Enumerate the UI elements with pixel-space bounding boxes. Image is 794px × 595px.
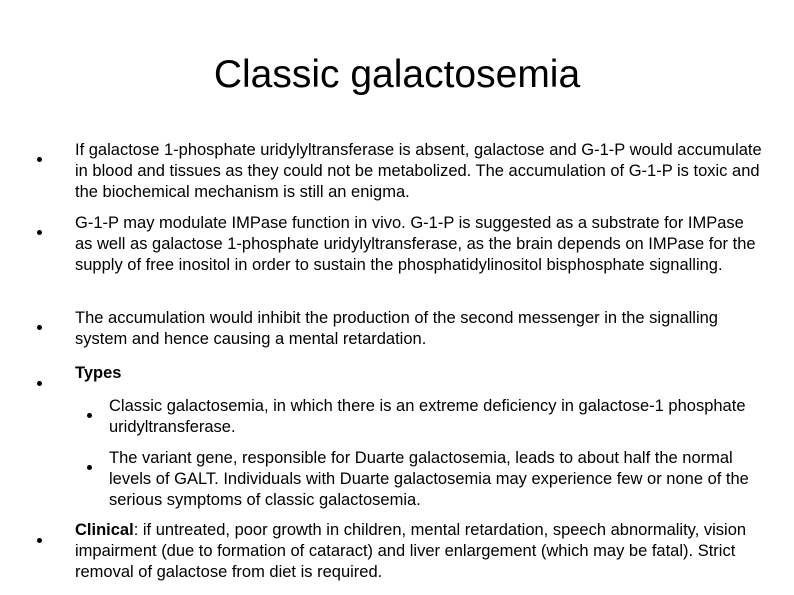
bullet-item-types xyxy=(75,363,765,384)
sub-bullet-text: The variant gene, responsible for Duarte galactosemia, leads to about half the normal levels of GALT. Individuals with Duarte galactosemia may experience few or none of the serious symptoms of classic galactosemia. xyxy=(109,449,749,509)
bullet-label-clinical: Clinical xyxy=(75,521,134,539)
bullet-item-clinical xyxy=(75,520,765,583)
bullet-text: If galactose 1-phosphate uridylyltransferase is absent, galactose and G-1-P would accumulate in blood and tissues as they could not be metabolized. The accumulation of G-1-P is toxic and the biochemical mechanism is still an enigma. xyxy=(75,141,762,201)
bullet-dot xyxy=(37,381,42,386)
bullet-item xyxy=(75,140,765,203)
sub-bullet-dot xyxy=(87,413,92,418)
bullet-dot xyxy=(37,538,42,543)
bullet-item xyxy=(75,308,765,350)
bullet-dot xyxy=(37,325,42,330)
sub-bullet-dot xyxy=(87,465,92,470)
bullet-dot xyxy=(37,230,42,235)
bullet-text: G-1-P may modulate IMPase function in vivo. G-1-P is suggested as a substrate for IMPase as well as galactose 1-phosphate uridylyltransferase, as the brain depends on IMPase for the supply of free inositol in order to sustain the phosphatidylinositol bisphosphate signalling. xyxy=(75,214,756,274)
slide-title: Classic galactosemia xyxy=(213,53,581,96)
bullet-label-types: Types xyxy=(75,364,122,382)
bullet-item xyxy=(75,213,765,276)
sub-bullet-text: Classic galactosemia, in which there is an extreme deficiency in galactose-1 phosphate uridyltransferase. xyxy=(109,397,746,436)
bullet-text: : if untreated, poor growth in children, mental retardation, speech abnormality, vision impairment (due to formation of cataract) and liver enlargement (which may be fatal). Strict removal of galactose from diet is required. xyxy=(75,521,747,581)
sub-bullet-item xyxy=(109,396,769,438)
sub-bullet-item xyxy=(109,448,769,511)
bullet-dot xyxy=(37,157,42,162)
bullet-text: The accumulation would inhibit the production of the second messenger in the signalling system and hence causing a mental retardation. xyxy=(75,309,718,348)
